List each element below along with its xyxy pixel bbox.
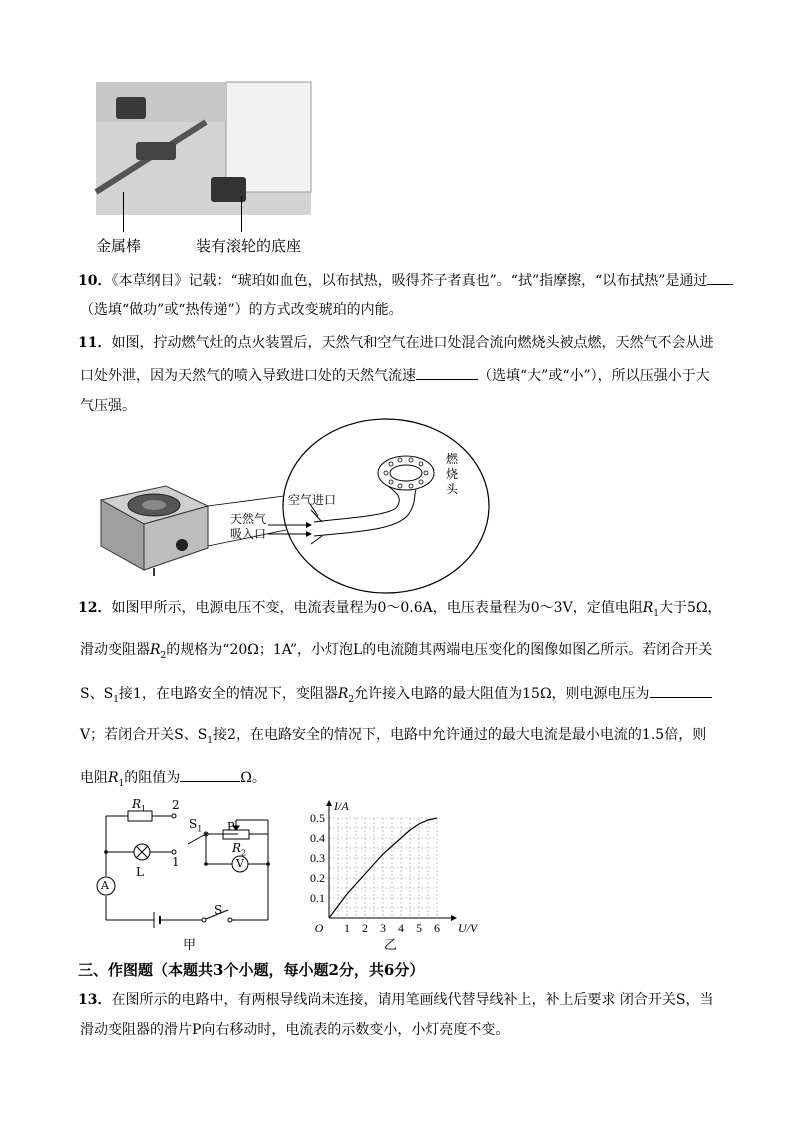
x-tick-label: 1: [344, 921, 350, 935]
label-R1: [132, 794, 146, 819]
q12-text3b: 接1，在电路安全的情况下，变阻器: [118, 686, 338, 702]
q13-line1: [78, 990, 714, 1010]
label-R2-letter: R: [232, 841, 242, 855]
air-inlet-label: 空气进口: [288, 493, 337, 507]
q12-R2-sub-b: 2: [348, 694, 355, 705]
q12-text1a: 如图甲所示，电源电压不变，电流表量程为0～0.6A，电压表量程为0～3V，定值电阻: [111, 600, 643, 616]
x-tick-label: 6: [434, 921, 440, 935]
q11-line3: 气压强。: [80, 398, 136, 414]
iu-chart-svg: [302, 799, 478, 940]
q12-R2-sub: 2: [160, 650, 167, 661]
q11-number: 11．: [78, 335, 112, 351]
q13-number: 13．: [78, 992, 112, 1008]
q12-text5c: Ω。: [240, 770, 266, 786]
y-axis-arrow: [326, 800, 332, 806]
x-tick-label: 2: [362, 921, 368, 935]
q12-blank-resistance[interactable]: [180, 767, 240, 782]
q12-S1-symbol-b: S: [197, 727, 208, 743]
label-S: S: [214, 903, 223, 917]
burner-label-1: 燃: [446, 452, 459, 466]
label-S1-sub: 1: [197, 824, 203, 834]
fridge-base-photo: [96, 82, 311, 215]
iu-graph: [302, 799, 478, 960]
q10-number: 10．: [78, 273, 112, 289]
y-tick-label: 0.3: [310, 851, 325, 865]
label-S1: [189, 814, 202, 839]
q12-S1-sub-b: 1: [207, 735, 214, 746]
circuit-wires: [88, 800, 288, 925]
label-L: L: [136, 865, 144, 879]
q12-line4: [80, 725, 706, 751]
q12-line3: [80, 683, 712, 710]
q12-R2-symbol-b: R: [337, 686, 349, 702]
burner-label-2: 烧: [446, 467, 459, 481]
label-V: V: [236, 857, 244, 870]
label-wheel-base: 装有滚轮的底座: [196, 237, 302, 255]
q11-line1: [78, 333, 713, 353]
label-node-2: 2: [172, 798, 180, 812]
x-axis-label: U/V: [458, 921, 478, 935]
y-axis-label: I/A: [334, 799, 349, 813]
q12-line1: [78, 598, 722, 624]
x-tick-label: 5: [416, 921, 422, 935]
caption-jia: 甲: [183, 938, 197, 953]
q12-text3a: S、: [80, 686, 104, 702]
q12-R1-sub: 1: [653, 608, 659, 619]
q10-text1: 《本草纲目》记载：“琥珀如血色，以布拭热，吸得芥子者真也”。“拭”指摩擦，“以布拭热”是通过: [111, 273, 708, 289]
label-R1-letter: R: [132, 797, 142, 811]
q12-text1b: 大于5Ω，: [658, 600, 722, 616]
q13-text1: 在图所示的电路中，有两根导线尚未连接，请用笔画线代替导线补上，补上后要求 闭合开关S，当: [111, 992, 714, 1008]
q13-line2: 滑动变阻器的滑片P向右移动时，电流表的示数变小，小灯亮度不变。: [80, 1022, 510, 1038]
label-A: A: [101, 879, 109, 892]
q12-R1-sub-b: 1: [118, 778, 125, 789]
gas-stove-icon: [101, 486, 208, 576]
gas-inlet-label-2: 吸入口: [230, 527, 267, 541]
q12-text4a: V；若闭合开关S、: [80, 727, 198, 743]
q11-line2: [80, 365, 710, 386]
y-tick-label: 0.2: [310, 871, 325, 885]
q12-text2b: 的规格为“20Ω；1A”，小灯泡L的电流随其两端电压变化的图像如图乙所示。若闭合开关: [166, 642, 713, 658]
x-tick-label: 4: [398, 921, 404, 935]
circuit-diagram: [88, 797, 288, 960]
q10-line2: （选填“做功”或“热传递”）的方式改变琥珀的内能。: [80, 302, 403, 318]
gas-inlet-label-1: 天然气: [230, 512, 267, 526]
q12-S1-symbol: S: [103, 686, 114, 702]
graph-caption-yi: 乙: [384, 938, 398, 953]
fridge-base-illustration: [96, 82, 311, 215]
q12-blank-voltage[interactable]: [650, 683, 712, 698]
q12-text4b: 接2，在电路安全的情况下，电路中允许通过的最大电流是最小电流的1.5倍，则: [213, 727, 707, 743]
section-3-title: 三、作图题（本题共3个小题，每小题2分，共6分）: [78, 961, 425, 979]
q12-text2a: 滑动变阻器: [80, 642, 150, 658]
q12-text5a: 电阻: [80, 770, 108, 786]
q12-R2-symbol: R: [150, 642, 161, 658]
q12-text3c: 允许接入电路的最大阻值为15Ω，则电源电压为: [354, 686, 650, 702]
label-R1-sub: 1: [141, 804, 147, 814]
origin-label: O: [314, 921, 324, 935]
label-metal-rod: 金属棒: [96, 237, 142, 255]
q12-S1-sub: 1: [113, 694, 119, 705]
x-tick-label: 3: [380, 921, 386, 935]
q11-text2b: （选填“大”或“小”），所以压强小于大: [478, 368, 710, 384]
label-R2-sub: 2: [241, 848, 247, 858]
q11-figure: [96, 418, 491, 594]
y-tick-label: 0.5: [310, 811, 325, 825]
label-node-1: 1: [172, 855, 180, 869]
x-axis-arrow: [451, 915, 457, 921]
label-S1-letter: S: [189, 817, 198, 831]
q12-line2: [80, 640, 712, 666]
q11-text2a: 口处外泄，因为天然气的喷入导致进口处的天然气流速: [80, 368, 416, 384]
label-P: P: [227, 820, 235, 833]
q12-number: 12．: [78, 600, 112, 616]
q11-blank[interactable]: [416, 365, 478, 380]
q10-line1: [78, 270, 733, 291]
q12-R1-symbol-b: R: [108, 770, 119, 786]
y-tick-label: 0.4: [310, 831, 325, 845]
q12-R1-symbol: R: [642, 600, 654, 616]
q11-text1: 如图，拧动燃气灶的点火装置后，天然气和空气在进口处混合流向燃烧头被点燃，天然气不会从进: [111, 335, 714, 351]
photo-pointer-left: [123, 192, 124, 232]
burner-label-3: 头: [446, 482, 459, 496]
q10-blank[interactable]: [707, 270, 733, 285]
q12-text5b: 的阻值为: [124, 770, 181, 786]
photo-pointer-right: [241, 196, 242, 232]
q12-line5: [80, 767, 266, 794]
y-tick-label: 0.1: [310, 891, 325, 905]
